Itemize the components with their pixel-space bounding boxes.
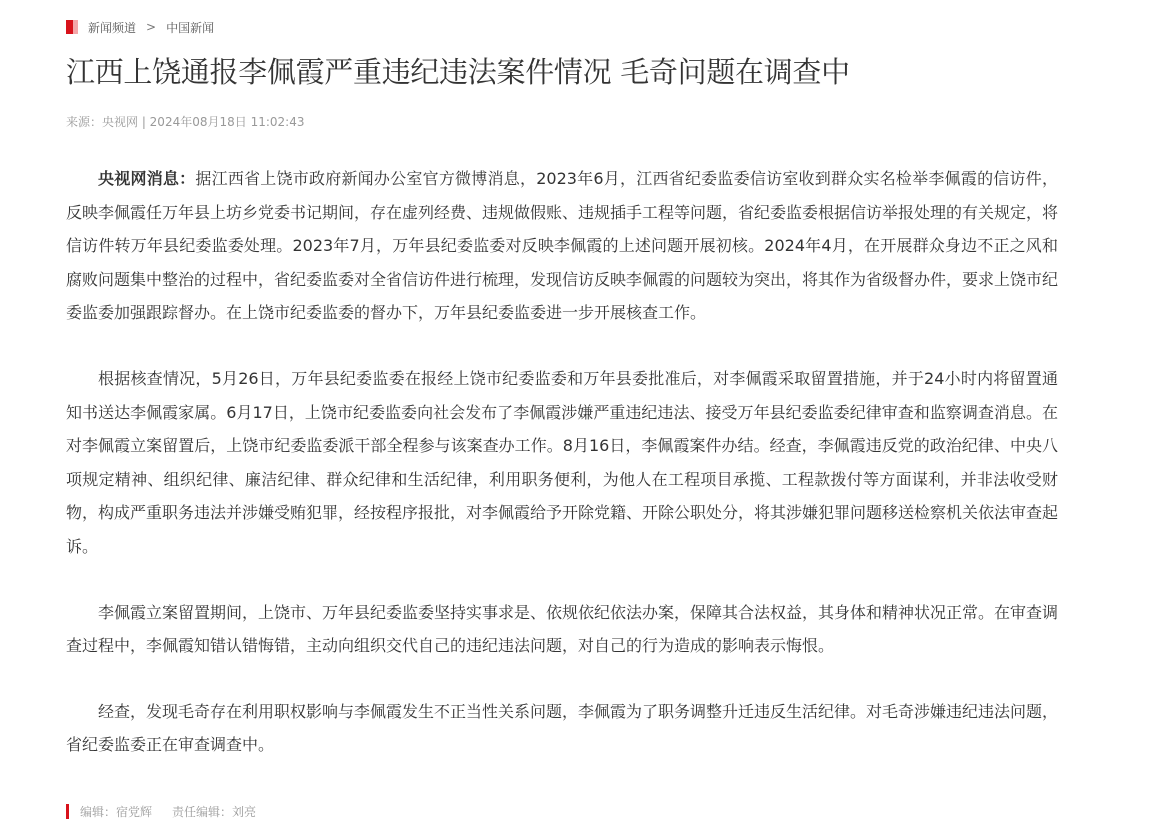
breadcrumb — [66, 18, 214, 36]
chief-editor-credit: 责任编辑：刘亮 — [172, 804, 257, 819]
breadcrumb-link-china-news[interactable]: 中国新闻 — [166, 20, 215, 35]
article-paragraph — [66, 162, 1058, 330]
article-paragraph: 李佩霞立案留置期间，上饶市、万年县纪委监委坚持实事求是、依规依纪依法办案，保障其合法权益，其身体和精神状况正常。在审查调查过程中，李佩霞知错认错悔错，主动向组织交代自己的违纪违法问题，对自己的行为造成的影响表示悔恨。 — [66, 602, 1059, 656]
article-title: 江西上饶通报李佩霞严重违纪违法案件情况 毛奇问题在调查中 — [66, 55, 850, 89]
article-body — [66, 162, 1058, 794]
footer-marker — [66, 804, 69, 819]
breadcrumb-separator: > — [146, 20, 157, 34]
article-meta: 来源：央视网 | 2024年08月18日 11:02:43 — [66, 115, 305, 129]
editor-credit: 编辑：宿党辉 — [80, 804, 153, 819]
paragraph-text: 据江西省上饶市政府新闻办公室官方微博消息，2023年6月，江西省纪委监委信访室收到群众实名检举李佩霞的信访件，反映李佩霞任万年县上坊乡党委书记期间，存在虚列经费、违规做假账、违规插手工程等问题，省纪委监委根据信访举报处理的有关规定，将信访件转万年县纪委监委处理。2023年7月，万年县纪委监委对反映李佩霞的上述问题开展初核。2024年4月，在开展群众身边不正之风和腐败问题集中整治的过程中，省纪委监委对全省信访件进行梳理，发现信访反映李佩霞的问题较为突出，将其作为省级督办件，要求上饶市纪委监委加强跟踪督办。在上饶市纪委监委的督办下，万年县纪委监委进一步开展核查工作。 — [66, 169, 1059, 323]
article-paragraph: 根据核查情况，5月26日，万年县纪委监委在报经上饶市纪委监委和万年县委批准后，对李佩霞采取留置措施，并于24小时内将留置通知书送达李佩霞家属。6月17日，上饶市纪委监委向社会发布了李佩霞涉嫌严重违纪违法、接受万年县纪委监委纪律审查和监察调查消息。在对李佩霞立案留置后，上饶市纪委监委派干部全程参与该案查办工作。8月16日，李佩霞案件办结。经查，李佩霞违反党的政治纪律、中央八项规定精神、组织纪律、廉洁纪律、群众纪律和生活纪律，利用职务便利，为他人在工程项目承揽、工程款拨付等方面谋利，并非法收受财物，构成严重职务违法并涉嫌受贿犯罪，经按程序报批，对李佩霞给予开除党籍、开除公职处分，将其涉嫌犯罪问题移送检察机关依法审查起诉。 — [66, 368, 1059, 556]
article-paragraph: 经查，发现毛奇存在利用职权影响与李佩霞发生不正当性关系问题，李佩霞为了职务调整升迁违反生活纪律。对毛奇涉嫌违纪违法问题，省纪委监委正在审查调查中。 — [66, 701, 1059, 755]
article-footer — [66, 802, 256, 820]
breadcrumb-marker — [66, 20, 78, 34]
breadcrumb-link-news-channel[interactable]: 新闻频道 — [88, 20, 137, 35]
lead-label: 央视网消息： — [98, 169, 196, 188]
